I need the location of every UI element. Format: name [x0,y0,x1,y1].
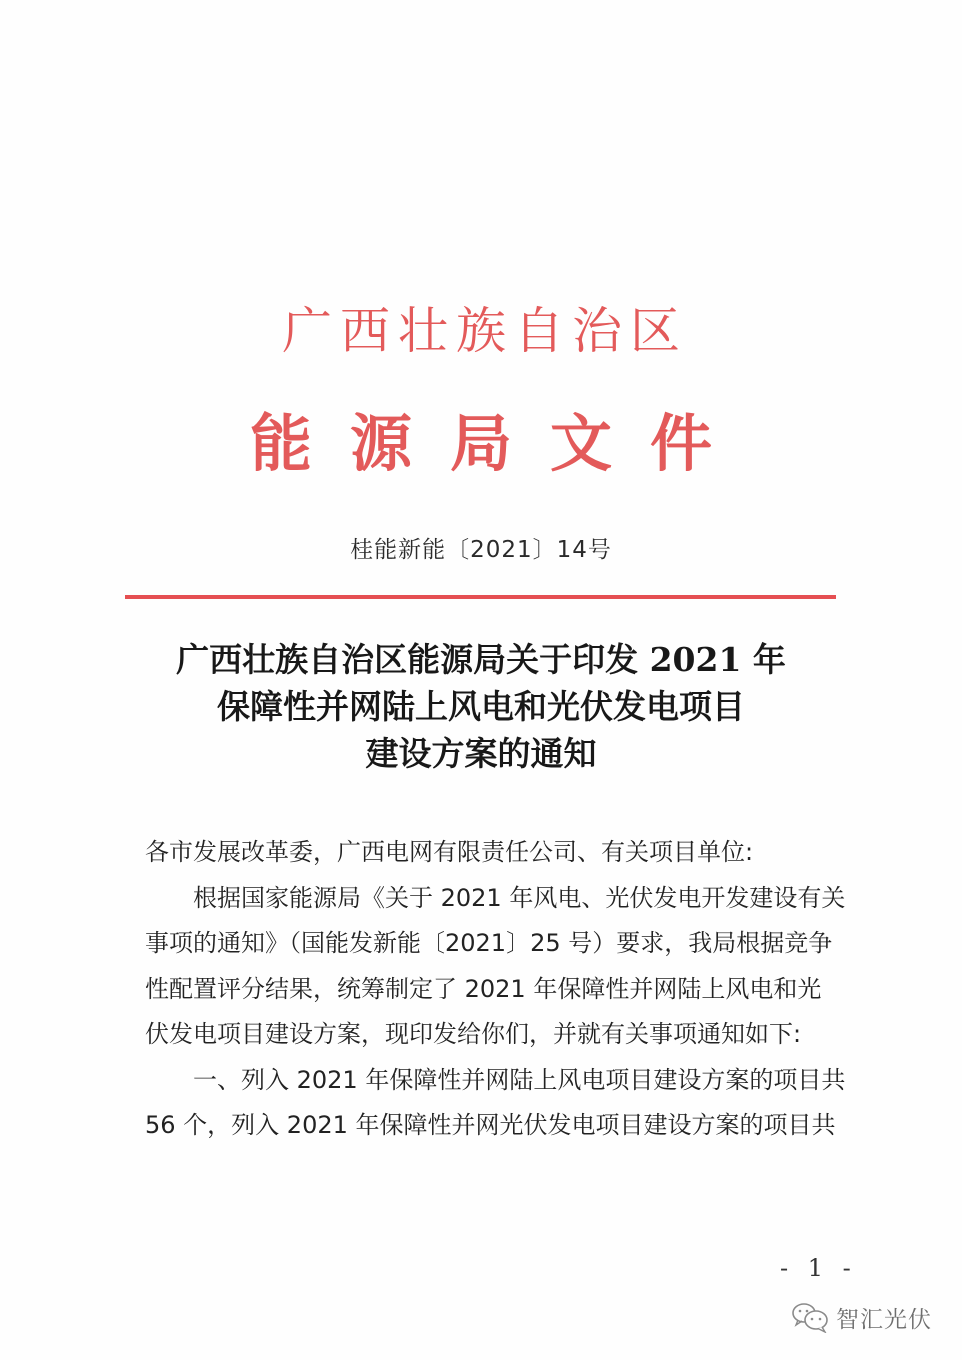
document-header-title: 能源局文件 [249,407,750,480]
watermark [790,1300,932,1334]
title-line: 保障性并网陆上风电和光伏发电项目 [217,687,745,726]
body-line: 56 个，列入 2021 年保障性并网光伏发电项目建设方案的项目共 [145,1111,836,1139]
body-line: 根据国家能源局《关于 2021 年风电、光伏发电开发建设有关 [193,883,846,912]
body-line: 伏发电项目建设方案，现印发给你们，并就有关事项通知如下: [145,1020,802,1048]
watermark-text: 智汇光伏 [836,1306,932,1333]
salutation: 各市发展改革委，广西电网有限责任公司、有关项目单位: [145,838,754,866]
document-body [145,830,845,1149]
body-line: 性配置评分结果，统筹制定了 2021 年保障性并网陆上风电和光 [145,974,822,1003]
title-line: 建设方案的通知 [365,734,597,773]
title-line: 广西壮族自治区能源局关于印发 2021 年 [176,640,786,679]
wechat-icon [790,1301,830,1333]
red-divider-line [125,595,836,599]
body-line: 事项的通知》（国能发新能〔2021〕25 号）要求，我局根据竞争 [145,929,833,957]
document-title [0,636,962,777]
body-line: 一、列入 2021 年保障性并网陆上风电项目建设方案的项目共 [193,1065,846,1094]
document-number: 桂能新能〔2021〕14号 [350,537,612,563]
page-number: - 1 - [780,1254,857,1282]
issuer-name: 广西壮族自治区 [282,302,688,360]
